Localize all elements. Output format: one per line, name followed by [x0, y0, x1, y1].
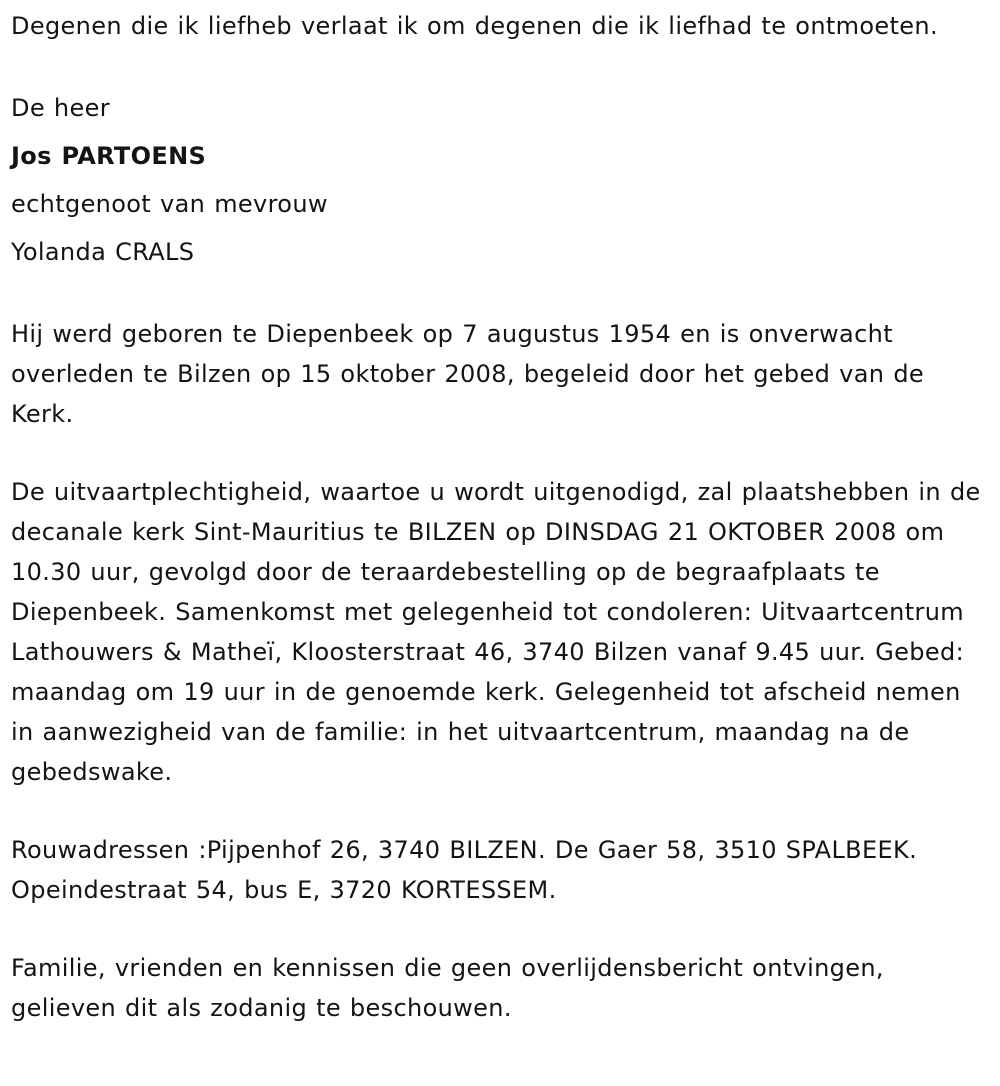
intro-quote: Degenen die ik liefheb verlaat ik om degenen die ik liefhad te ontmoeten.: [11, 12, 938, 40]
spacer: [11, 46, 986, 84]
spacer: [11, 276, 986, 314]
relation-text: echtgenoot van mevrouw: [11, 190, 328, 218]
birth-death-paragraph: Hij werd geboren te Diepenbeek op 7 augustus 1954 en is onverwacht overleden te Bilzen op 15 oktober 2008, begeleid door het gebed van de Kerk.: [11, 320, 925, 428]
obituary-document: [11, 6, 986, 1028]
closing-paragraph: Familie, vrienden en kennissen die geen overlijdensbericht ontvingen, gelieven dit als zodanig te beschouwen.: [11, 954, 884, 1022]
spouse-name: Yolanda CRALS: [11, 238, 195, 266]
deceased-name: Jos PARTOENS: [11, 142, 207, 170]
ceremony-paragraph: De uitvaartplechtigheid, waartoe u wordt uitgenodigd, zal plaatshebben in de decanale kerk Sint-Mauritius te BILZEN op DINSDAG 21 OKTOBER 2008 om 10.30 uur, gevolgd door de teraardebestelling op de begraafplaats te Diepenbeek. Samenkomst met gelegenheid tot condoleren: Uitvaartcentrum Lathouwers & Matheï, Kloosterstraat 46, 3740 Bilzen vanaf 9.45 uur. Gebed: maandag om 19 uur in de genoemde kerk. Gelegenheid tot afscheid nemen in aanwezigheid van de familie: in het uitvaartcentrum, maandag na de gebedswake.: [11, 478, 981, 786]
spacer: [11, 434, 986, 472]
salutation: De heer: [11, 94, 110, 122]
spacer: [11, 792, 986, 830]
addresses-paragraph: Rouwadressen :Pijpenhof 26, 3740 BILZEN. De Gaer 58, 3510 SPALBEEK. Opeindestraat 54, bus E, 3720 KORTESSEM.: [11, 836, 918, 904]
spacer: [11, 910, 986, 948]
